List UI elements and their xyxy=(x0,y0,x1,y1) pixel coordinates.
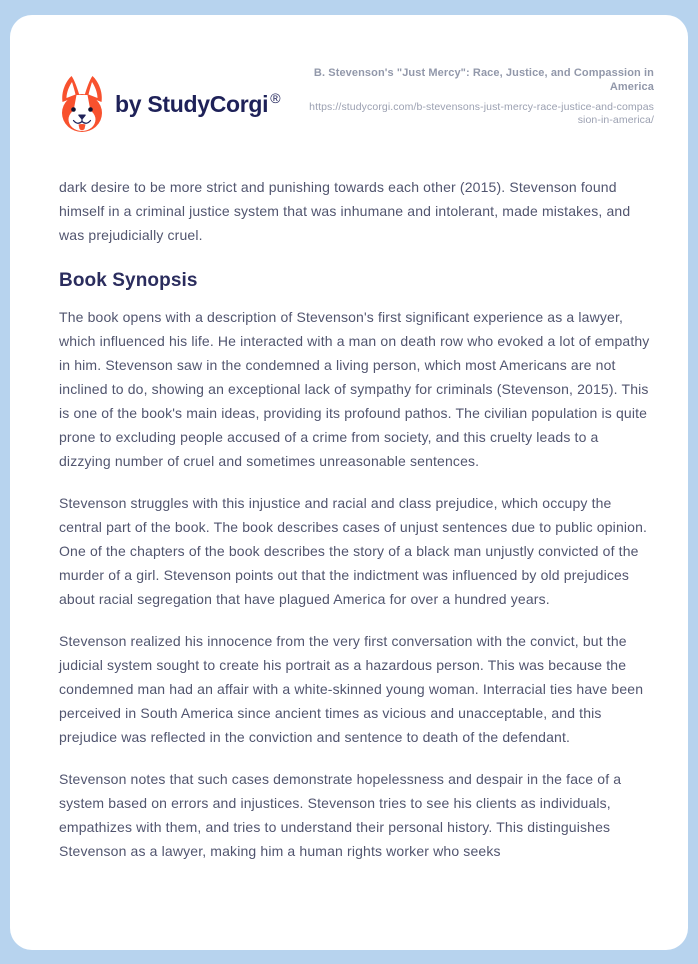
essay-paragraph: Stevenson notes that such cases demonstrate hopelessness and despair in the face of a system based on errors and injustices. Stevenson tries to see his clients as individuals, empathizes with them, and tries to understand their personal history. This distinguishes Stevenson as a lawyer, making him a human rights worker who seeks xyxy=(59,771,622,859)
brand xyxy=(59,75,280,133)
document-page xyxy=(10,15,688,950)
essay-paragraph: Stevenson struggles with this injustice and racial and class prejudice, which occupy the central part of the book. The book describes cases of unjust sentences due to public opinion. One of the chapters of the book describes the story of a black man unjustly convicted of the murder of a girl. Stevenson points out that the indictment was influenced by old prejudices about racial segregation that have plagued America for over a hundred years. xyxy=(59,495,648,607)
studycorgi-corgi-logo-icon xyxy=(59,75,105,133)
essay-paragraph: Stevenson realized his innocence from the very first conversation with the convict, but the judicial system sought to create his portrait as a hazardous person. This was because the condemned man had an affair with a white-skinned young woman. Interracial ties have been perceived in South America since ancient times as vicious and unacceptable, and this prejudice was reflected in the conviction and sentence to death of the defendant. xyxy=(59,633,644,745)
essay-paragraph: The book opens with a description of Stevenson's first significant experience as a lawyer, which influenced his life. He interacted with a man on death row who evoked a lot of empathy in him. Stevenson saw in the condemned a living person, which most Americans are not inclined to do, showing an exceptional lack of sympathy for criminals (Stevenson, 2015). This is one of the book's main ideas, providing its profound pathos. The civilian population is quite prone to excluding people accused of a crime from society, and this cruelty leads to a dizzying number of cruel and sometimes unreasonable sentences. xyxy=(59,309,650,469)
page-header xyxy=(59,65,654,133)
section-heading-book-synopsis: Book Synopsis xyxy=(59,270,198,291)
registered-trademark-symbol: ® xyxy=(270,90,281,106)
essay-content xyxy=(59,175,654,863)
paragraph-continuation: dark desire to be more strict and punishing towards each other (2015). Stevenson found himself in a criminal justice system that was inhumane and intolerant, made mistakes, and was prejudicially cruel. xyxy=(59,179,631,243)
document-meta xyxy=(308,66,654,127)
brand-wordmark-text: by StudyCorgi xyxy=(115,91,269,117)
brand-wordmark xyxy=(115,90,280,118)
document-title: B. Stevenson's "Just Mercy": Race, Justice, and Compassion in America xyxy=(313,67,654,93)
document-source-url[interactable]: https://studycorgi.com/b-stevensons-just-mercy-race-justice-and-compassion-in-america/ xyxy=(309,101,654,126)
